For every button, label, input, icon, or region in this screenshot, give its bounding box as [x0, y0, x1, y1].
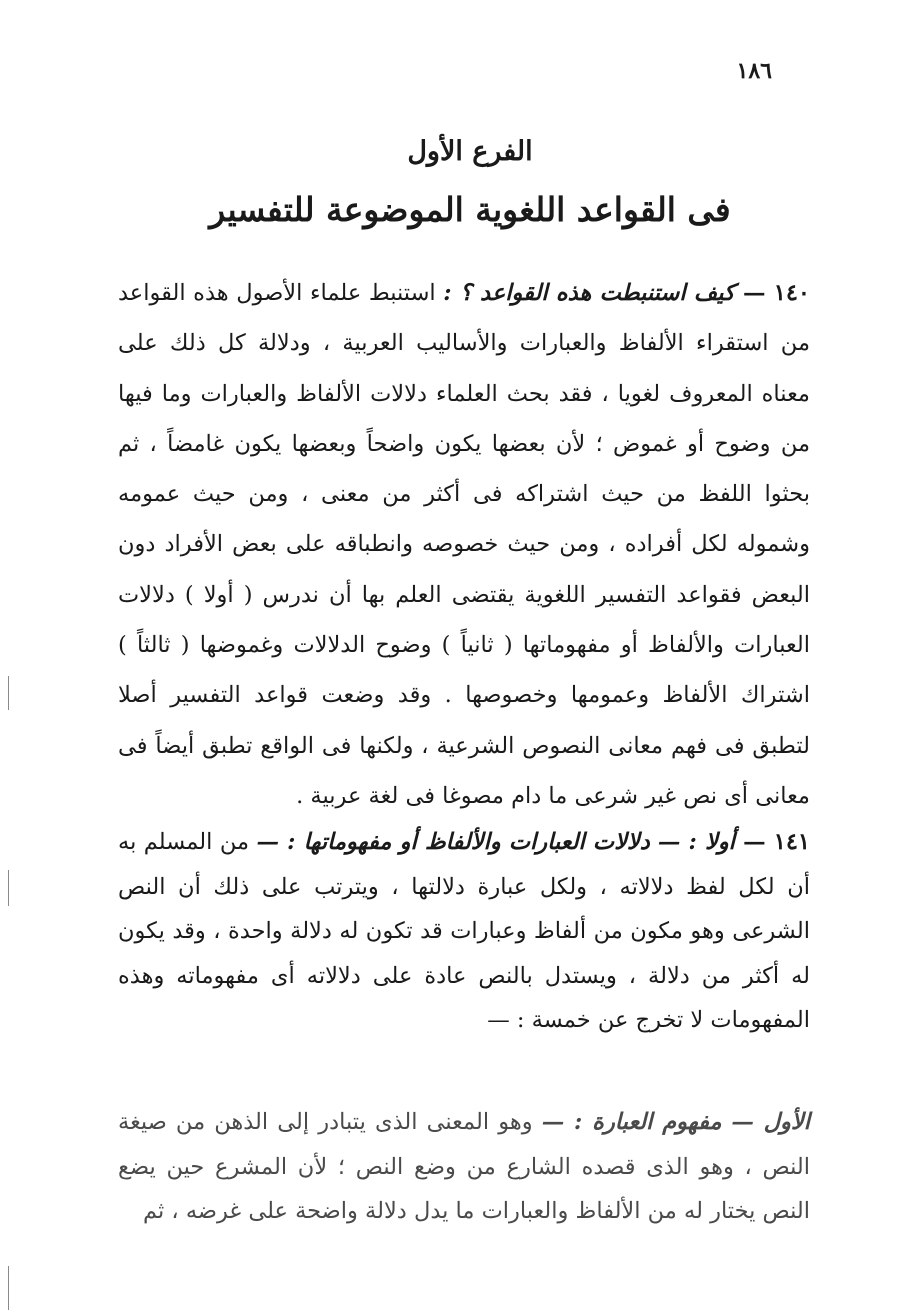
paragraph-text: من المسلم به أن لكل لفظ دلالاته ، ولكل عبارة دلالتها ، ويترتب على ذلك أن النص الشرعى وهو مكون من ألفاظ وعبارات قد تكون له دلالة واحدة ، وقد يكون له أكثر من دلالة ، ويستدل بالنص عادة على دلالاته أى مفهوماته وهذه المفهومات لا تخرج عن خمسة : —	[118, 829, 810, 1033]
paragraph-text: وهو المعنى الذى يتبادر إلى الذهن من صيغة النص ، وهو الذى قصده الشارع من وضع النص ؛ لأن المشرع حين يضع النص يختار له من الألفاظ والعبارات ما يدل دلالة واضحة على غرضه ، ثم	[118, 1109, 811, 1224]
paragraph-separator: —	[734, 829, 774, 855]
paragraph-caption: أولا : — دلالات العبارات والألفاظ أو مفهوماتها : —	[256, 829, 735, 855]
paragraph-first-meaning	[118, 1100, 810, 1234]
paragraph-caption: كيف استنبطت هذه القواعد ؟ :	[443, 280, 735, 306]
scan-margin-mark	[8, 676, 9, 710]
paragraph-number: ١٤١	[773, 829, 811, 855]
paragraph-141	[118, 820, 810, 1043]
paragraph-text: استنبط علماء الأصول هذه القواعد من استقراء الألفاظ والعبارات والأساليب العربية ، ودلالة كل ذلك على معناه المعروف لغويا ، فقد بحث العلماء دلالات الألفاظ والعبارات وما فيها من وضوح أو غموض ؛ لأن بعضها يكون واضحاً وبعضها يكون غامضاً ، ثم بحثوا اللفظ من حيث اشتراكه فى أكثر من معنى ، ومن حيث عمومه وشموله لكل أفراده ، ومن حيث خصوصه وانطباقه على بعض الأفراد دون البعض فقواعد التفسير اللغوية يقتضى العلم بها أن ندرس ( أولا ) دلالات العبارات والألفاظ أو مفهوماتها ( ثانياً ) وضوح الدلالات وغموضها ( ثالثاً ) اشتراك الألفاظ وعمومها وخصوصها . وقد وضعت قواعد التفسير أصلا لتطبق فى فهم معانى النصوص الشرعية ، ولكنها فى الواقع تطبق أيضاً فى معانى أى نص غير شرعى ما دام مصوغا فى لغة عربية .	[118, 280, 810, 809]
paragraph-140	[118, 268, 810, 821]
scan-margin-mark	[8, 870, 9, 906]
paragraph-number: ١٤٠	[773, 280, 810, 306]
chapter-title: فى القواعد اللغوية الموضوعة للتفسير	[209, 190, 731, 229]
paragraph-separator: —	[734, 280, 774, 306]
page-number: ١٨٦	[736, 58, 772, 84]
section-heading: الفرع الأول	[407, 136, 533, 167]
paragraph-caption: الأول — مفهوم العبارة : —	[541, 1109, 810, 1135]
scan-margin-mark	[8, 1266, 9, 1310]
